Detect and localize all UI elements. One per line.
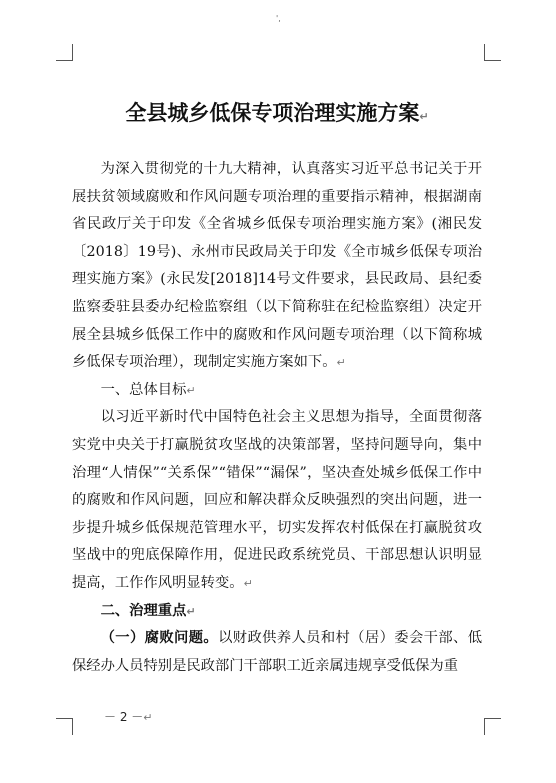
section-heading-2	[72, 598, 482, 626]
intro-text: 为深入贯彻党的十九大精神，认真落实习近平总书记关于开展扶贫领域腐败和作风问题专项治理的重要指示精神，根据湖南省民政厅关于印发《全省城乡低保专项治理实施方案》(湘民发〔2018〕19号)、永州市民政局关于印发《全市城乡低保专项治理实施方案》(永民发[2018]14号文件要求，县民政局、县纪委监察委驻县委办纪检监察组（以下简称驻在纪检监察组）决定开展全县城乡低保工作中的腐败和作风问题专项治理（以下简称城乡低保专项治理），现制定实施方案如下。	[72, 161, 482, 371]
title-text: 全县城乡低保专项治理实施方案	[125, 101, 420, 125]
item-1-text: 以财政供养人员和村（居）委会干部、低保经办人员特别是民政部门干部职工近亲属违规享受低保为重	[72, 630, 483, 674]
header-mark: ',	[276, 14, 281, 23]
document-body	[72, 96, 482, 680]
paragraph-mark-icon: ↵	[336, 356, 346, 370]
paragraph-mark-icon: ↵	[186, 604, 196, 618]
crop-mark-bottom-left	[56, 718, 73, 735]
section-heading-1	[72, 377, 482, 405]
item-1-label: （一）腐败问题。	[100, 630, 219, 647]
page-number-text: － 2 －	[104, 710, 144, 724]
document-title	[72, 96, 482, 134]
crop-mark-top-left	[56, 44, 73, 61]
paragraph-mark-icon: ↵	[186, 383, 196, 397]
section-1-paragraph	[72, 404, 482, 597]
page-number	[104, 708, 152, 725]
paragraph-mark-icon: ↵	[243, 576, 253, 590]
section-heading-2-text: 二、治理重点	[100, 602, 187, 619]
paragraph-mark-icon: ↵	[143, 711, 153, 724]
section-1-text: 以习近平新时代中国特色社会主义思想为指导，全面贯彻落实党中央关于打赢脱贫攻坚战的决策部署，坚持问题导向，集中治理“人情保”“关系保”“错保”“漏保”，坚决查处城乡低保工作中的腐败和作风问题，回应和解决群众反映强烈的突出问题，进一步提升城乡低保规范管理水平，切实发挥农村低保在打赢脱贫攻坚战中的兜底保障作用，促进民政系统党员、干部思想认识明显提高，工作作风明显转变。	[72, 409, 482, 591]
intro-paragraph	[72, 156, 482, 377]
paragraph-mark-icon: ↵	[419, 110, 429, 123]
section-heading-1-text: 一、总体目标	[100, 381, 187, 398]
crop-mark-bottom-right	[484, 718, 501, 735]
section-2-item-1-paragraph	[72, 625, 482, 680]
crop-mark-top-right	[484, 44, 501, 61]
